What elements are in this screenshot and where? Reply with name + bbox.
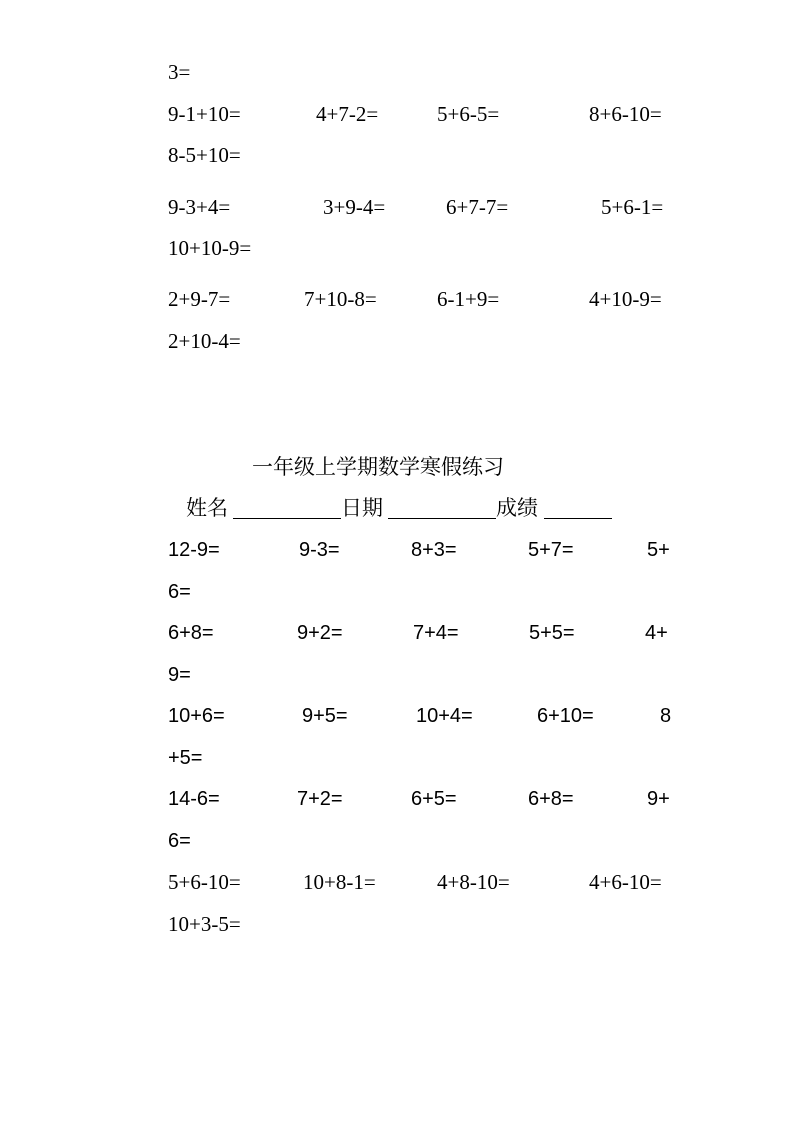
problem: 5+6-1= <box>601 195 664 219</box>
score-label: 成绩 <box>496 496 538 520</box>
score-blank[interactable] <box>544 518 612 519</box>
problem: 6= <box>168 581 191 603</box>
problem: 8 <box>660 705 672 727</box>
problem: 9+5= <box>302 705 348 727</box>
problem: 4+8-10= <box>437 870 510 894</box>
problem: 14-6= <box>168 788 220 810</box>
problem: 5+6-10= <box>168 870 241 894</box>
problem: 4+ <box>645 622 668 644</box>
date-label: 日期 <box>341 496 383 520</box>
problem: +5= <box>168 747 203 769</box>
problem: 6+8= <box>528 788 574 810</box>
problem: 8+6-10= <box>589 102 662 126</box>
problem: 10+6= <box>168 705 225 727</box>
problem: 6+10= <box>537 705 594 727</box>
problem: 10+8-1= <box>303 870 376 894</box>
problem: 7+4= <box>413 622 459 644</box>
problem: 7+2= <box>297 788 343 810</box>
problem: 4+6-10= <box>589 870 662 894</box>
name-blank[interactable] <box>233 518 341 519</box>
problem: 5+7= <box>528 539 574 561</box>
problem: 6= <box>168 830 191 852</box>
problem: 6+7-7= <box>446 195 509 219</box>
problem: 9+2= <box>297 622 343 644</box>
problem: 9-1+10= <box>168 102 241 126</box>
worksheet-title: 一年级上学期数学寒假练习 <box>252 455 504 479</box>
problem: 9= <box>168 664 191 686</box>
problem: 10+10-9= <box>168 236 252 260</box>
problem: 9+ <box>647 788 670 810</box>
problem-continuation: 3= <box>168 60 191 84</box>
problem: 6+5= <box>411 788 457 810</box>
problem: 2+10-4= <box>168 329 241 353</box>
problem: 10+4= <box>416 705 473 727</box>
problem: 6+8= <box>168 622 214 644</box>
problem: 5+5= <box>529 622 575 644</box>
problem: 7+10-8= <box>304 287 377 311</box>
problem: 3+9-4= <box>323 195 386 219</box>
problem: 8+3= <box>411 539 457 561</box>
problem: 6-1+9= <box>437 287 500 311</box>
problem: 12-9= <box>168 539 220 561</box>
problem: 9-3+4= <box>168 195 231 219</box>
problem: 8-5+10= <box>168 143 241 167</box>
problem: 5+ <box>647 539 670 561</box>
problem: 9-3= <box>299 539 340 561</box>
problem: 4+10-9= <box>589 287 662 311</box>
problem: 4+7-2= <box>316 102 379 126</box>
date-blank[interactable] <box>388 518 496 519</box>
problem: 10+3-5= <box>168 912 241 936</box>
problem: 5+6-5= <box>437 102 500 126</box>
problem: 2+9-7= <box>168 287 231 311</box>
name-label: 姓名 <box>186 496 228 520</box>
